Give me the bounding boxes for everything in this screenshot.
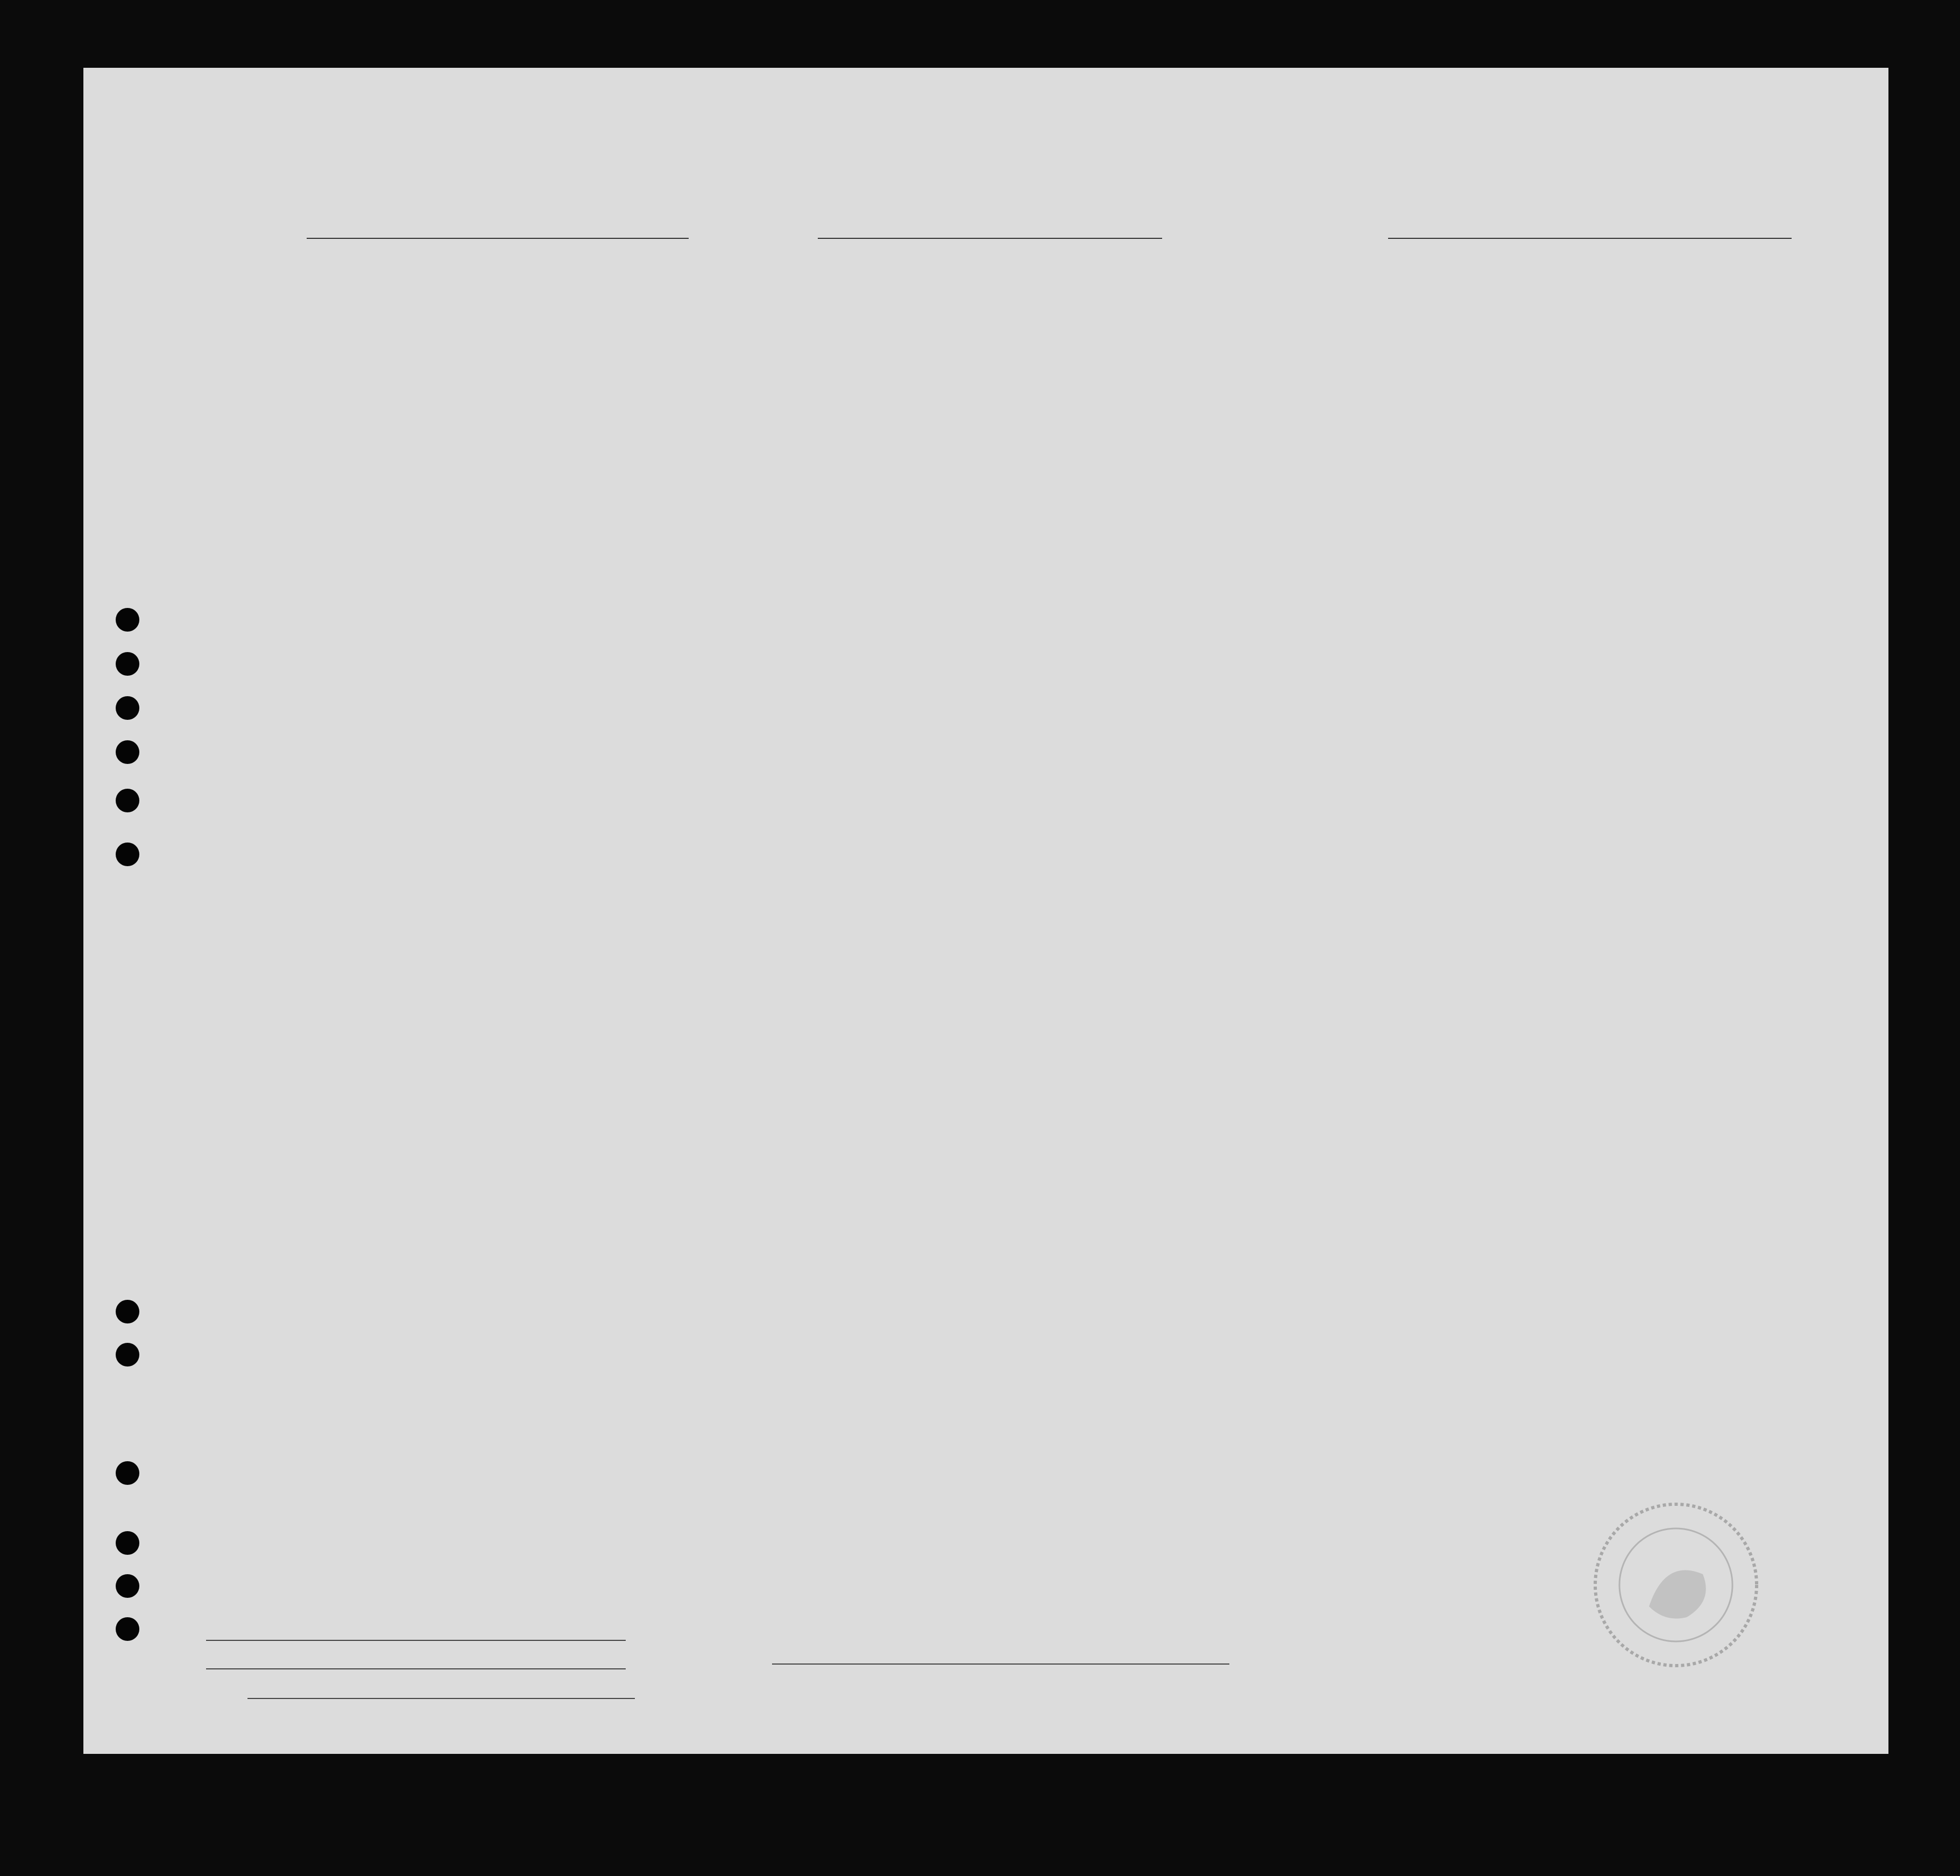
margin-stamp bbox=[94, 461, 207, 1268]
official-seal bbox=[1579, 1493, 1773, 1676]
manifest-sheet bbox=[83, 68, 1888, 1754]
